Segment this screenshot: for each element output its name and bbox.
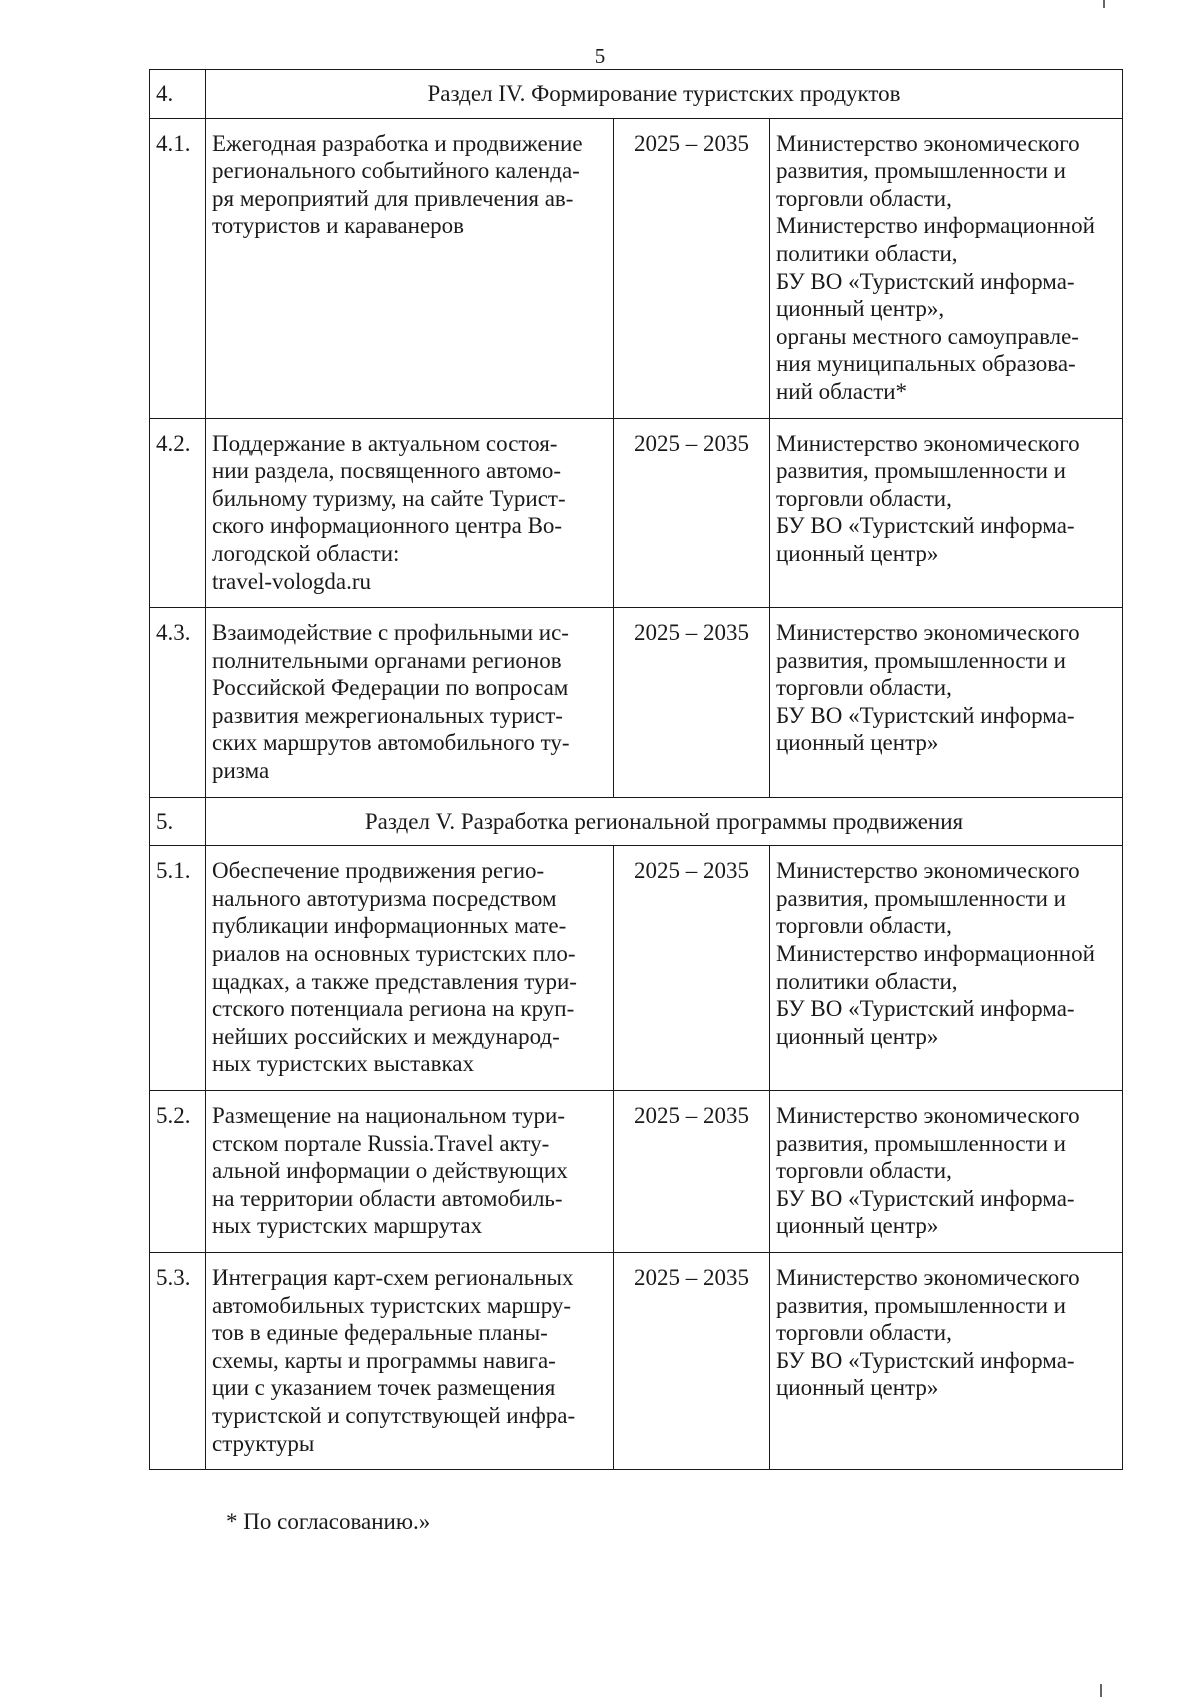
table-row <box>150 608 1123 798</box>
executor-line: Министерство информационной <box>776 213 1095 239</box>
executor-line: развития, промышленности и <box>776 458 1066 484</box>
executors-cell <box>770 418 1123 608</box>
executor-line: БУ ВО «Туристский информа- <box>776 996 1075 1022</box>
activity-cell <box>206 418 614 608</box>
executor-line: Министерство информационной <box>776 941 1095 967</box>
activity-line: альной информации о действующих <box>212 1158 568 1184</box>
executor-line: торговли области, <box>776 1158 952 1184</box>
activity-line: ных туристских маршрутах <box>212 1213 483 1239</box>
activity-line: нейших российских и международ- <box>212 1023 560 1049</box>
activity-line: щадках, а также представления тури- <box>212 968 577 994</box>
executor-line: ний области* <box>776 378 908 404</box>
activity-line: Взаимодействие с профильными ис- <box>212 620 569 646</box>
executor-line: ционный центр» <box>776 1213 939 1239</box>
activity-line: ских маршрутов автомобильного ту- <box>212 730 570 756</box>
executors-cell <box>770 118 1123 418</box>
period-cell: 2025 – 2035 <box>614 418 770 608</box>
row-number: 5.2. <box>150 1091 206 1253</box>
table-row <box>150 1091 1123 1253</box>
executor-line: ционный центр» <box>776 1375 939 1401</box>
section-row <box>150 70 1123 119</box>
activity-line: Обеспечение продвижения регио- <box>212 858 545 884</box>
activity-line: риалов на основных туристских пло- <box>212 941 576 967</box>
activity-line: полнительными органами регионов <box>212 647 562 673</box>
executor-line: Министерство экономического <box>776 430 1080 456</box>
activity-line: публикации информационных мате- <box>212 913 567 939</box>
executor-line: торговли области, <box>776 913 952 939</box>
activity-line: схемы, карты и программы навига- <box>212 1347 556 1373</box>
executors-cell <box>770 846 1123 1091</box>
activity-line: тотуристов и караванеров <box>212 213 465 239</box>
activity-cell <box>206 846 614 1091</box>
executor-line: БУ ВО «Туристский информа- <box>776 268 1075 294</box>
executor-line: торговли области, <box>776 185 952 211</box>
row-number: 5.1. <box>150 846 206 1091</box>
executor-line: БУ ВО «Туристский информа- <box>776 702 1075 728</box>
executor-line: политики области, <box>776 240 958 266</box>
period-cell: 2025 – 2035 <box>614 608 770 798</box>
scan-edge-mark <box>1103 0 1105 8</box>
executor-line: ния муниципальных образова- <box>776 351 1076 377</box>
table-row <box>150 118 1123 418</box>
executor-line: политики области, <box>776 968 958 994</box>
executor-line: БУ ВО «Туристский информа- <box>776 1347 1075 1373</box>
activity-cell <box>206 1091 614 1253</box>
activity-line: стского потенциала региона на круп- <box>212 996 575 1022</box>
executor-line: ционный центр» <box>776 730 939 756</box>
activity-line: Размещение на национальном тури- <box>212 1103 565 1128</box>
activity-line: на территории области автомобиль- <box>212 1185 563 1211</box>
executor-line: ционный центр» <box>776 540 939 566</box>
table-row <box>150 418 1123 608</box>
executor-line: торговли области, <box>776 485 952 511</box>
activity-line: ского информационного центра Во- <box>212 513 563 539</box>
table-row <box>150 846 1123 1091</box>
activity-line: структуры <box>212 1430 315 1456</box>
executor-line: ционный центр», <box>776 296 945 322</box>
executor-line: развития, промышленности и <box>776 885 1066 911</box>
activity-line: ря мероприятий для привлечения ав- <box>212 185 574 211</box>
executor-line: развития, промышленности и <box>776 1130 1066 1156</box>
scan-edge-mark <box>1100 1684 1102 1697</box>
section-title: Раздел V. Разработка региональной программы продвижения <box>206 797 1123 846</box>
row-number: 5. <box>150 797 206 846</box>
activity-line: логодской области: <box>212 540 400 566</box>
activity-line: Интеграция карт-схем региональных <box>212 1264 574 1290</box>
row-number: 5.3. <box>150 1252 206 1469</box>
executor-line: торговли области, <box>776 675 952 701</box>
row-number: 4.1. <box>150 118 206 418</box>
section-title: Раздел IV. Формирование туристских продуктов <box>206 70 1123 119</box>
activity-line: регионального событийного календа- <box>212 158 580 184</box>
row-number: 4.2. <box>150 418 206 608</box>
activity-line: нии раздела, посвященного автомо- <box>212 458 562 484</box>
executor-line: торговли области, <box>776 1320 952 1346</box>
activity-line: стском портале Russia.Travel акту- <box>212 1130 550 1156</box>
executor-line: Министерство экономического <box>776 620 1080 646</box>
executor-line: развития, промышленности и <box>776 1292 1066 1318</box>
executors-cell <box>770 1252 1123 1469</box>
table-body <box>150 70 1123 1470</box>
row-number: 4. <box>150 70 206 119</box>
activity-line: travel-vologda.ru <box>212 568 372 594</box>
period-cell: 2025 – 2035 <box>614 118 770 418</box>
activity-line: Ежегодная разработка и продвижение <box>212 130 583 156</box>
row-number: 4.3. <box>150 608 206 798</box>
executor-line: БУ ВО «Туристский информа- <box>776 513 1075 539</box>
footnote: * По согласованию.» <box>226 1509 431 1534</box>
activity-line: ризма <box>212 758 270 784</box>
activity-cell <box>206 1252 614 1469</box>
executor-line: ционный центр» <box>776 1023 939 1049</box>
page-number: 5 <box>594 44 606 68</box>
executor-line: БУ ВО «Туристский информа- <box>776 1185 1075 1211</box>
executor-line: органы местного самоуправле- <box>776 323 1079 349</box>
activity-line: бильному туризму, на сайте Турист- <box>212 485 566 511</box>
executor-line: Министерство экономического <box>776 1103 1080 1128</box>
executor-line: развития, промышленности и <box>776 647 1066 673</box>
executor-line: развития, промышленности и <box>776 158 1066 184</box>
activity-cell <box>206 118 614 418</box>
period-cell: 2025 – 2035 <box>614 1252 770 1469</box>
executors-cell <box>770 1091 1123 1253</box>
executors-cell <box>770 608 1123 798</box>
executor-line: Министерство экономического <box>776 858 1080 884</box>
activity-line: автомобильных туристских маршру- <box>212 1292 572 1318</box>
executor-line: Министерство экономического <box>776 1264 1080 1290</box>
section-row <box>150 797 1123 846</box>
table-row <box>150 1252 1123 1469</box>
period-cell: 2025 – 2035 <box>614 846 770 1091</box>
activity-line: Поддержание в актуальном состоя- <box>212 430 558 456</box>
executor-line: Министерство экономического <box>776 130 1080 156</box>
activity-line: Российской Федерации по вопросам <box>212 675 569 701</box>
activity-line: тов в единые федеральные планы- <box>212 1320 548 1346</box>
period-cell: 2025 – 2035 <box>614 1091 770 1253</box>
activity-line: развития межрегиональных турист- <box>212 702 563 728</box>
activity-cell <box>206 608 614 798</box>
activity-line: нального автотуризма посредством <box>212 885 557 911</box>
activity-line: ции с указанием точек размещения <box>212 1375 556 1401</box>
action-plan-table <box>149 69 1123 1470</box>
activity-line: ных туристских выставках <box>212 1051 475 1077</box>
activity-line: туристской и сопутствующей инфра- <box>212 1402 576 1428</box>
